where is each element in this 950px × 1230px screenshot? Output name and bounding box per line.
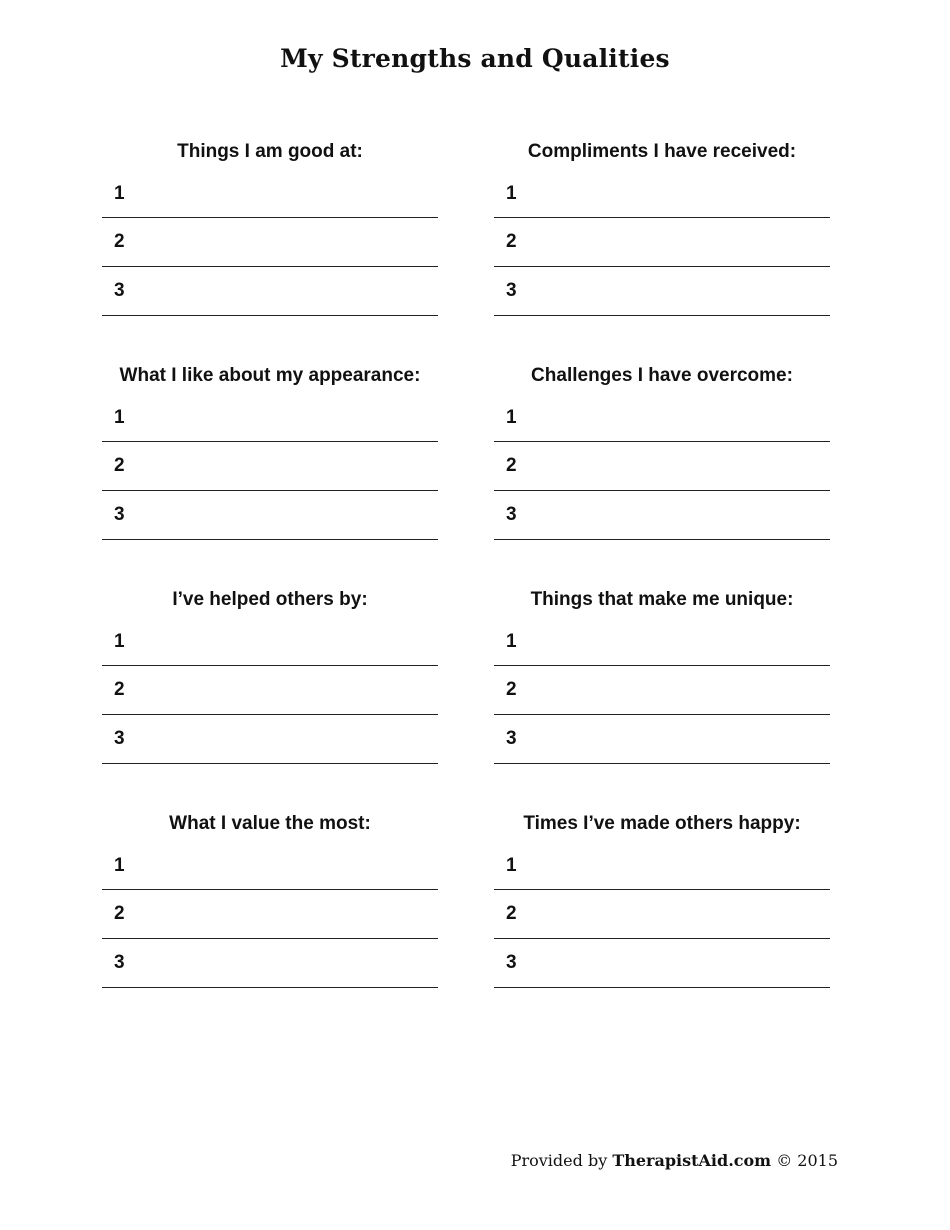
line-number: 2 bbox=[114, 903, 125, 924]
answer-line-3[interactable] bbox=[102, 939, 438, 988]
line-number: 3 bbox=[506, 952, 517, 973]
line-number: 1 bbox=[506, 406, 517, 428]
answer-line-2[interactable] bbox=[494, 666, 830, 715]
section-heading: Things that make me unique: bbox=[530, 589, 794, 610]
line-number: 2 bbox=[506, 679, 517, 700]
section-heading: Compliments I have received: bbox=[527, 141, 797, 162]
line-number: 3 bbox=[114, 952, 125, 973]
answer-line-2[interactable] bbox=[102, 218, 438, 267]
line-number: 1 bbox=[114, 182, 125, 204]
line-number: 1 bbox=[506, 630, 517, 652]
section-heading: Things I am good at: bbox=[177, 141, 363, 162]
answer-line-1[interactable] bbox=[494, 170, 830, 218]
answer-line-1[interactable] bbox=[494, 394, 830, 442]
answer-line-2[interactable] bbox=[494, 890, 830, 939]
section-compliments-received bbox=[494, 138, 830, 316]
answer-line-1[interactable] bbox=[494, 842, 830, 890]
answer-line-3[interactable] bbox=[494, 267, 830, 316]
section-heading: What I value the most: bbox=[169, 813, 371, 834]
section-appearance bbox=[102, 362, 438, 540]
answer-line-1[interactable] bbox=[102, 842, 438, 890]
section-things-good-at bbox=[102, 138, 438, 316]
section-value-most bbox=[102, 810, 438, 988]
answer-line-2[interactable] bbox=[102, 442, 438, 491]
answer-line-2[interactable] bbox=[494, 218, 830, 267]
page-title: My Strengths and Qualities bbox=[280, 44, 670, 73]
answer-line-1[interactable] bbox=[102, 170, 438, 218]
section-heading: Times I’ve made others happy: bbox=[523, 813, 801, 834]
line-number: 1 bbox=[506, 182, 517, 204]
line-number: 1 bbox=[506, 854, 517, 876]
section-helped-others bbox=[102, 586, 438, 764]
line-number: 2 bbox=[506, 903, 517, 924]
answer-line-3[interactable] bbox=[494, 939, 830, 988]
answer-line-3[interactable] bbox=[494, 491, 830, 540]
footer-credit bbox=[511, 1151, 838, 1170]
line-number: 3 bbox=[114, 280, 125, 301]
line-number: 3 bbox=[114, 504, 125, 525]
section-made-others-happy bbox=[494, 810, 830, 988]
footer-copyright: © 2015 bbox=[771, 1151, 838, 1170]
line-number: 1 bbox=[114, 406, 125, 428]
answer-line-1[interactable] bbox=[102, 394, 438, 442]
line-number: 3 bbox=[506, 504, 517, 525]
answer-line-2[interactable] bbox=[494, 442, 830, 491]
line-number: 2 bbox=[114, 455, 125, 476]
section-challenges-overcome bbox=[494, 362, 830, 540]
section-heading: Challenges I have overcome: bbox=[531, 365, 793, 386]
footer-prefix: Provided by bbox=[510, 1151, 613, 1170]
answer-line-2[interactable] bbox=[102, 666, 438, 715]
answer-line-3[interactable] bbox=[102, 491, 438, 540]
answer-line-3[interactable] bbox=[494, 715, 830, 764]
sections-grid bbox=[102, 138, 830, 988]
answer-line-2[interactable] bbox=[102, 890, 438, 939]
line-number: 2 bbox=[506, 231, 517, 252]
section-heading: I’ve helped others by: bbox=[172, 589, 368, 610]
line-number: 1 bbox=[114, 854, 125, 876]
line-number: 2 bbox=[114, 679, 125, 700]
line-number: 2 bbox=[506, 455, 517, 476]
answer-line-3[interactable] bbox=[102, 715, 438, 764]
line-number: 2 bbox=[114, 231, 125, 252]
section-heading: What I like about my appearance: bbox=[119, 365, 421, 386]
line-number: 1 bbox=[114, 630, 125, 652]
line-number: 3 bbox=[506, 728, 517, 749]
line-number: 3 bbox=[506, 280, 517, 301]
line-number: 3 bbox=[114, 728, 125, 749]
section-unique bbox=[494, 586, 830, 764]
answer-line-1[interactable] bbox=[494, 618, 830, 666]
footer-brand-link[interactable]: TherapistAid.com bbox=[612, 1151, 772, 1170]
answer-line-1[interactable] bbox=[102, 618, 438, 666]
answer-line-3[interactable] bbox=[102, 267, 438, 316]
